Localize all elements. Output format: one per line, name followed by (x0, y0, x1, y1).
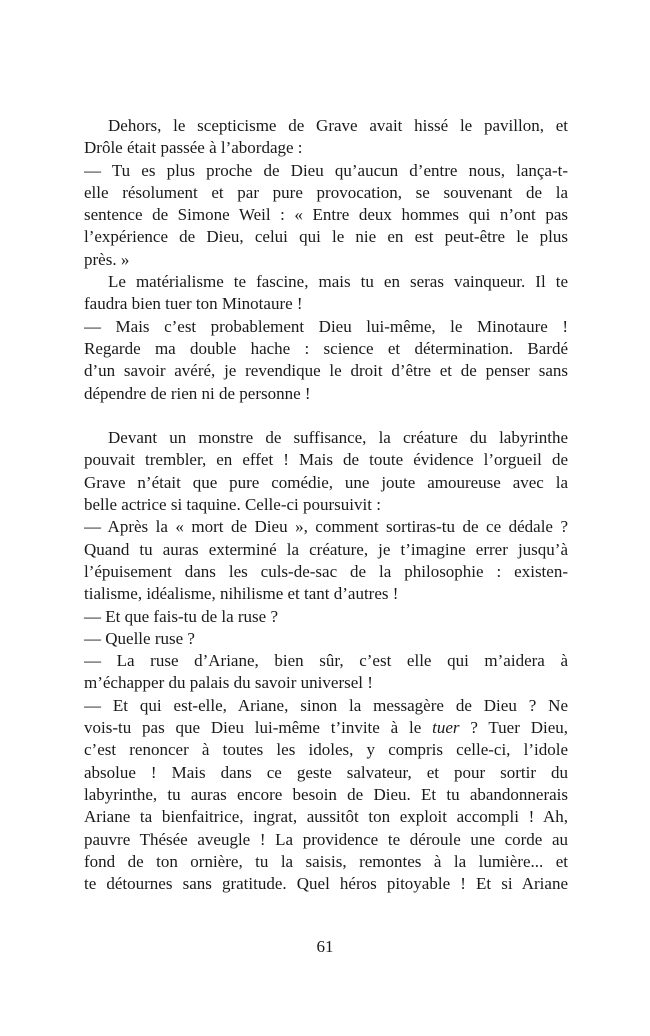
text-line: faudra bien tuer ton Minotaure ! (84, 294, 303, 314)
text-line (84, 717, 568, 739)
text-line: — Après la « mort de Dieu », comment sortiras-tu de ce dédale ? (84, 517, 568, 537)
text-line: sentence de Simone Weil : « Entre deux hommes qui n’ont pas (84, 205, 568, 225)
text-line: Quand tu auras exterminé la créature, je t’imagine errer jusqu’à (84, 539, 568, 559)
text-line: — Mais c’est probablement Dieu lui-même, le Minotaure ! (84, 316, 568, 336)
text-line: Grave n’était que pure comédie, une joute amoureuse avec la (84, 472, 568, 492)
text-line: dépendre de rien ni de personne ! (84, 383, 311, 403)
text-line: elle résolument et par pure provocation, se souvenant de la (84, 182, 568, 202)
text-line: absolue ! Mais dans ce geste salvateur, et pour sortir du (84, 762, 568, 782)
text-line: pauvre Thésée aveugle ! La providence te déroule une corde au (84, 829, 568, 849)
text-line: — Quelle ruse ? (84, 628, 195, 648)
emphasis: tuer (432, 718, 460, 738)
text-line: c’est renoncer à toutes les idoles, y compris celle-ci, l’idole (84, 740, 568, 760)
text-line: belle actrice si taquine. Celle-ci poursuivit : (84, 495, 381, 515)
text-line: l’épuisement dans les culs-de-sac de la philosophie : existen- (84, 561, 568, 581)
text-line: m’échapper du palais du savoir universel ! (84, 673, 373, 693)
text-line: Ariane ta bienfaitrice, ingrat, aussitôt ton exploit accompli ! Ah, (84, 807, 568, 827)
text-line: — Tu es plus proche de Dieu qu’aucun d’entre nous, lança-t- (84, 160, 568, 180)
text-line: — Et qui est-elle, Ariane, sinon la messagère de Dieu ? Ne (84, 695, 568, 715)
text-run: vois-tu pas que Dieu lui-même t’invite à le (84, 718, 433, 738)
text-line: Dehors, le scepticisme de Grave avait hissé le pavillon, et (108, 116, 568, 135)
paragraph-gap (84, 405, 568, 427)
page-number: 61 (316, 937, 334, 956)
text-line: pouvait trembler, en effet ! Mais de toute évidence l’orgueil de (84, 450, 568, 470)
text-line: fond de ton ornière, tu la saisis, remontes à la lumière... et (84, 851, 568, 871)
text-line: près. » (84, 249, 130, 269)
text-line: Drôle était passée à l’abordage : (84, 138, 303, 158)
text-run: ? Tuer Dieu, (459, 718, 568, 738)
text-line: — Et que fais-tu de la ruse ? (84, 606, 279, 626)
text-line: tialisme, idéalisme, nihilisme et tant d’autres ! (84, 584, 399, 604)
text-line: Devant un monstre de suffisance, la créature du labyrinthe (108, 428, 568, 448)
text-line: — La ruse d’Ariane, bien sûr, c’est elle qui m’aidera à (84, 651, 568, 671)
text-line: te détournes sans gratitude. Quel héros pitoyable ! Et si Ariane (84, 874, 568, 894)
body-text (84, 115, 568, 895)
text-line: l’expérience de Dieu, celui qui le nie en est peut-être le plus (84, 227, 568, 247)
text-line: Le matérialisme te fascine, mais tu en seras vainqueur. Il te (108, 272, 568, 292)
text-line: Regarde ma double hache : science et détermination. Bardé (84, 338, 568, 358)
text-line: labyrinthe, tu auras encore besoin de Dieu. Et tu abandonnerais (84, 784, 568, 804)
text-line: d’un savoir avéré, je revendique le droit d’être et de penser sans (84, 361, 568, 381)
